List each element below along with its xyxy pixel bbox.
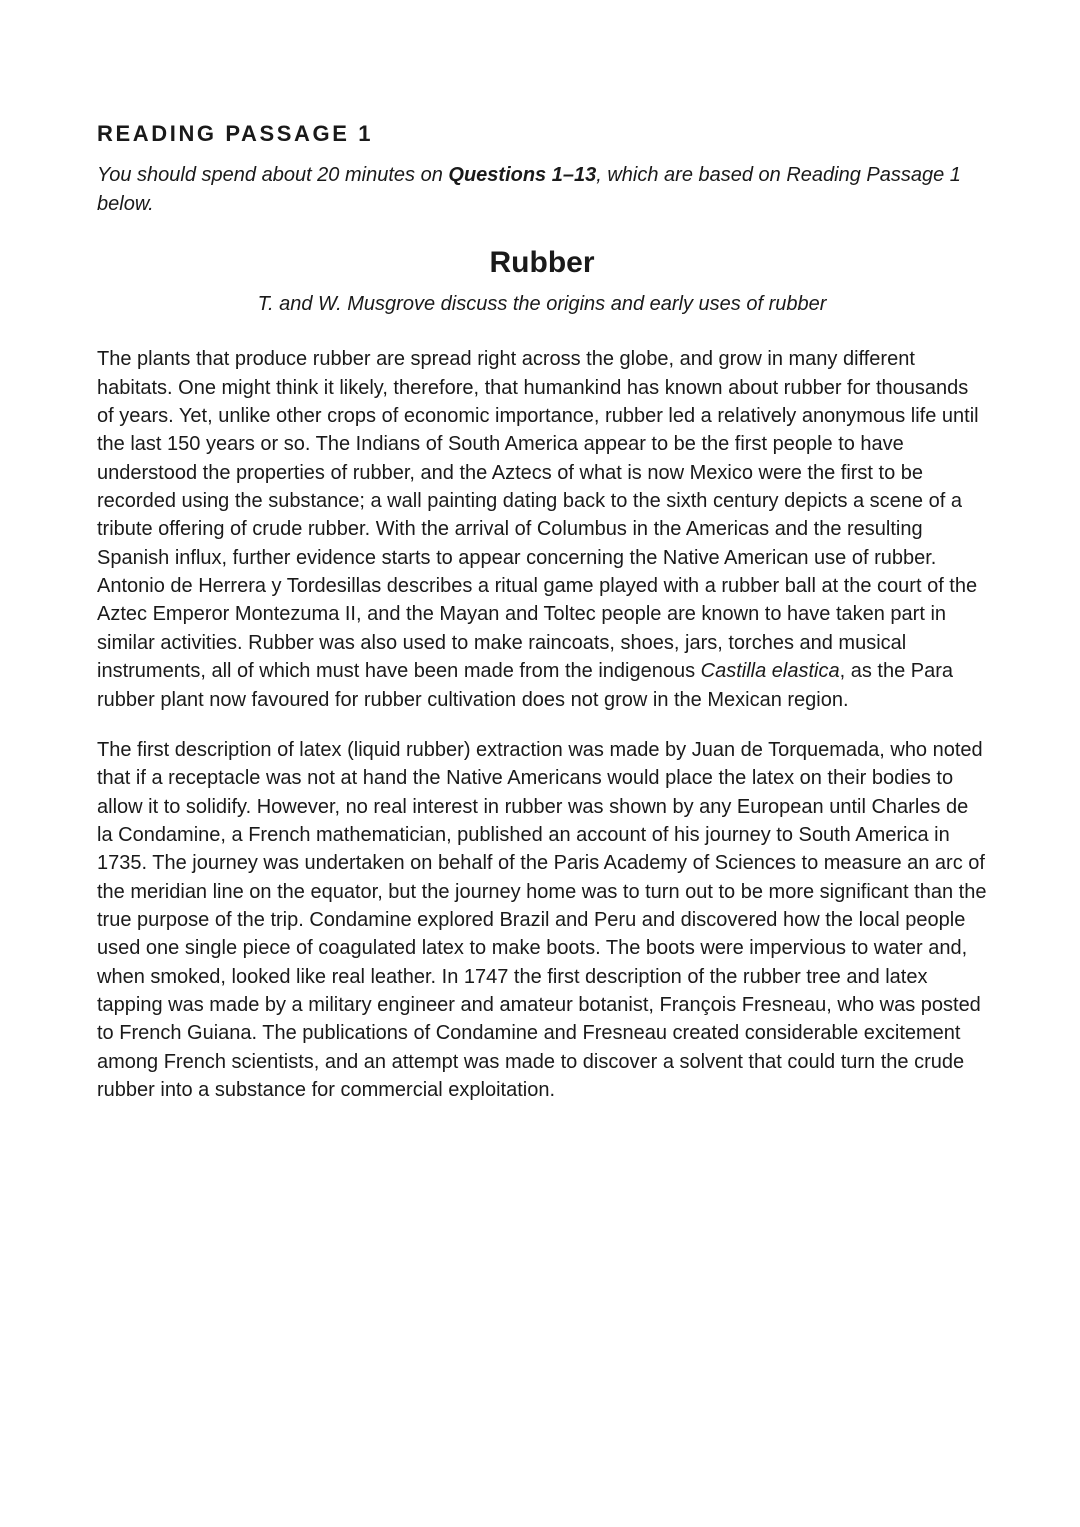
paragraph-2: The first description of latex (liquid rubber) extraction was made by Juan de Torquemada, who noted that if a receptacle was not at hand the Native Americans would place the latex on their bodies to allow it to solidify. However, no real interest in rubber was shown by any European until Charles de la Condamine, a French mathematician, published an account of his journey to South America in 1735. The journey was undertaken on behalf of the Paris Academy of Sciences to measure an arc of the meridian line on the equator, but the journey home was to turn out to be more significant than the true purpose of the trip. Condamine explored Brazil and Peru and discovered how the local people used one single piece of coagulated latex to make boots. The boots were impervious to water and, when smoked, looked like real leather. In 1747 the first description of the rubber tree and latex tapping was made by a military engineer and amateur botanist, François Fresneau, who was posted to French Guiana. The publications of Condamine and Fresneau created considerable excitement among French scientists, and an attempt was made to discover a solvent that could turn the crude rubber into a substance for commercial exploitation. [97, 738, 987, 1101]
article-subtitle: T. and W. Musgrove discuss the origins and early uses of rubber [257, 293, 827, 316]
paragraph-1-text: The plants that produce rubber are spread right across the globe, and grow in many different habitats. One might think it likely, therefore, that humankind has known about rubber for thousands of years. Yet, unlike other crops of economic importance, rubber led a relatively anonymous life until the last 150 years or so. The Indians of South America appear to be the first people to have understood the properties of rubber, and the Aztecs of what is now Mexico were the first to be recorded using the substance; a wall painting dating back to the sixth century depicts a scene of a tribute offering of crude rubber. With the arrival of Columbus in the Americas and the resulting Spanish influx, further evidence starts to appear concerning the Native American use of rubber. Antonio de Herrera y Tordesillas describes a ritual game played with a rubber ball at the court of the Aztec Emperor Montezuma II, and the Mayan and Toltec people are known to have taken part in similar activities. Rubber was also used to make raincoats, shoes, jars, torches and musical instruments, all of which must have been made from the indigenous [97, 348, 979, 683]
article-title: Rubber [489, 246, 595, 280]
species-name: Castilla elastica [700, 660, 840, 683]
instructions-text: You should spend about 20 minutes on [97, 164, 449, 187]
paragraph-1 [97, 345, 987, 713]
paragraph-1-text-end: , as the Para rubber plant now favoured for rubber cultivation does not grow in the Mexican region. [97, 660, 954, 711]
instructions-text-end: , which are based on Reading Passage 1 below. [97, 164, 961, 215]
document-page [97, 121, 987, 1104]
instructions-questions: Questions 1–13 [448, 164, 597, 187]
section-heading: READING PASSAGE 1 [97, 121, 374, 146]
instructions [97, 161, 987, 218]
